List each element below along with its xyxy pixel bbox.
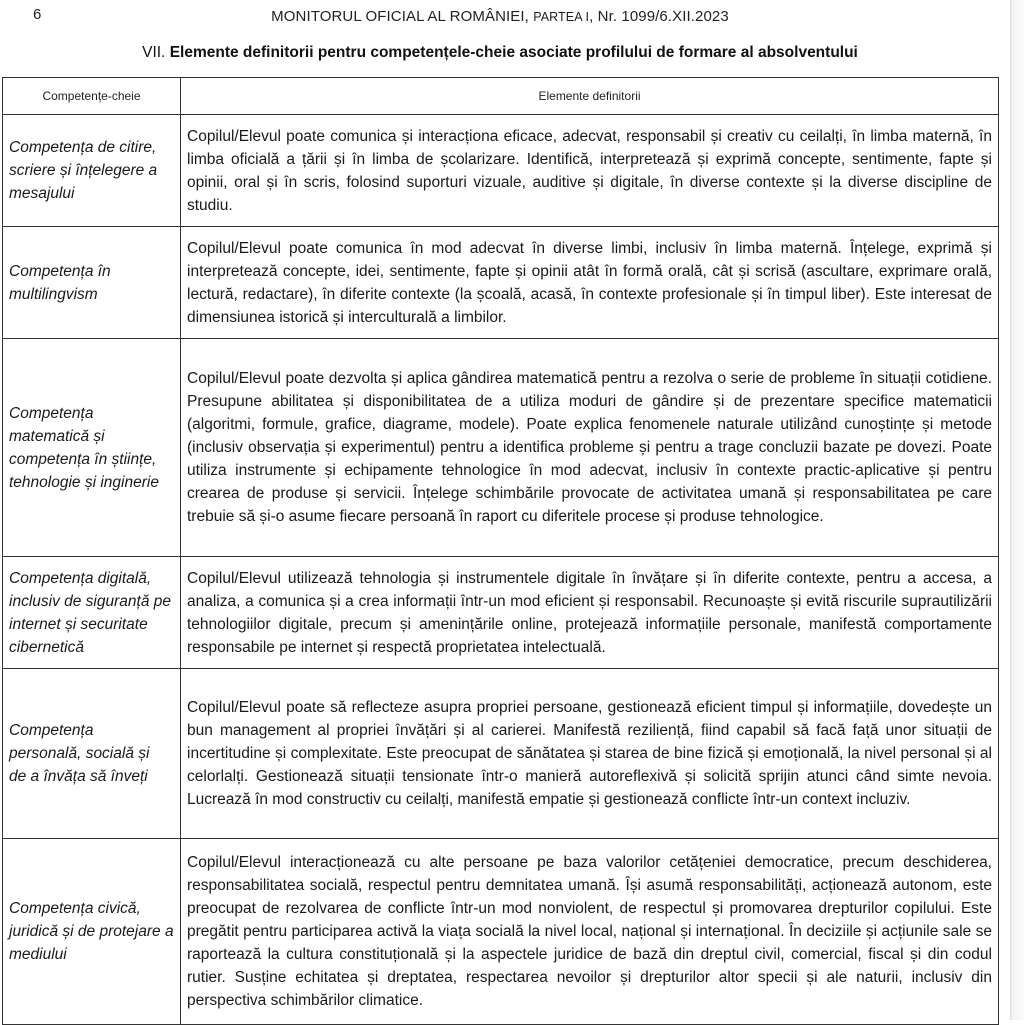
competence-name: Competența digitală, inclusiv de siguranță pe internet și securitate cibernetică: [3, 557, 181, 669]
section-number: VII.: [142, 44, 170, 61]
competence-description: Copilul/Elevul poate dezvolta și aplica gândirea matematică pentru a rezolva o serie de probleme în situații cotidiene. Presupune abilitatea și disponibilitatea de a utiliza moduri de gândire și de prezentare specifice matematicii (algoritmi, formule, grafice, diagrame, modele). Poate explica fenomenele naturale utilizând cunoștințe și metode (inclusiv observația și experimentul) pentru a identifica probleme și pentru a trage concluzii bazate pe dovezi. Poate utiliza instrumente și echipamente tehnologice în mod adecvat, inclusiv în contexte practic-aplicative și pentru crearea de produse și servicii. Înțelege schimbările provocate de activitatea umană și responsabilitatea pe care trebuie să și-o asume fiecare persoană în raport cu diferitele procese și produse tehnologice.: [181, 339, 999, 557]
journal-name: MONITORUL OFICIAL AL ROMÂNIEI,: [271, 8, 534, 25]
journal-part: PARTEA I: [533, 10, 590, 24]
competence-description: Copilul/Elevul poate comunica în mod adecvat în diverse limbi, inclusiv în limba maternă. Înțelege, exprimă și interpretează concepte, idei, sentimente, fapte și opinii atât în formă orală, cât și scrisă (ascultare, exprimare orală, lectură, redactare), în diferite contexte (la școală, acasă, în contexte profesionale și în timpul liber). Este interesat de dimensiunea istorică și interculturală a limbilor.: [181, 227, 999, 339]
table-header-row: [3, 78, 999, 115]
journal-title: [0, 8, 1000, 25]
competence-name: Competența matematică și competența în științe, tehnologie și inginerie: [3, 339, 181, 557]
journal-issue: , Nr. 1099/6.XII.2023: [589, 8, 729, 25]
competence-description: Copilul/Elevul poate comunica și interacționa eficace, adecvat, responsabil și creativ cu ceilalți, în limba maternă, în limba oficială a țării și în limba de școlarizare. Identifică, interpretează și exprimă concepte, sentimente, fapte și opinii, oral și în scris, folosind suporturi vizuale, auditive și digitale, în diverse contexte și la diverse discipline de studiu.: [181, 115, 999, 227]
competence-description: Copilul/Elevul interacționează cu alte persoane pe baza valorilor cetățeniei democratice, precum deschiderea, responsabilitatea socială, respectul pentru demnitatea umană. Își asumă responsabilități, acționează autonom, este preocupat de rezolvarea de conflicte într-un mod nonviolent, de respectul și promovarea drepturilor copilului. Este pregătit pentru participarea activă la viața socială la nivel local, național și internațional. În deciziile și acțiunile sale se raportează la cultura constituțională și la aspectele juridice de bază din dreptul civil, comercial, fiscal și din codul rutier. Susține echitatea și dreptatea, respectarea nevoilor și drepturilor altor specii și ale naturii, inclusiv din perspectiva schimbărilor climatice.: [181, 839, 999, 1025]
competence-name: Competența civică, juridică și de protejare a mediului: [3, 839, 181, 1025]
table-row: [3, 115, 999, 227]
table-row: [3, 669, 999, 839]
competences-table: [2, 77, 999, 1025]
page-number: 6: [33, 6, 42, 23]
competence-description: Copilul/Elevul utilizează tehnologia și instrumentele digitale în învățare și în diferite contexte, pentru a accesa, a analiza, a comunica și a crea informații într-un mod eficient și responsabil. Recunoaște și evită riscurile suprautilizării tehnologiilor digitale, precum și amenințările online, protejează informațiile personale, manifestă comportamente responsabile pe internet și respectă proprietatea intelectuală.: [181, 557, 999, 669]
running-header: [0, 6, 1000, 28]
section-title: [0, 44, 1000, 62]
section-heading: Elemente definitorii pentru competențele-cheie asociate profilului de formare al absolventului: [169, 44, 858, 61]
table-row: [3, 557, 999, 669]
column-header-competences: Competențe-cheie: [3, 78, 181, 115]
table-row: [3, 227, 999, 339]
competence-name: Competența în multilingvism: [3, 227, 181, 339]
page-edge: [1010, 0, 1024, 1020]
competence-name: Competența de citire, scriere și înțelegere a mesajului: [3, 115, 181, 227]
table-row: [3, 339, 999, 557]
competence-name: Competența personală, socială și de a învăța să înveți: [3, 669, 181, 839]
column-header-definitions: Elemente definitorii: [181, 78, 999, 115]
table-row: [3, 839, 999, 1025]
competence-description: Copilul/Elevul poate să reflecteze asupra propriei persoane, gestionează eficient timpul și informațiile, dovedește un bun management al propriei învățări și al carierei. Manifestă reziliență, fiind capabil să facă față unor situații de incertitudine și complexitate. Este preocupat de sănătatea și starea de bine fizică și emoțională, la nivel personal și al celorlalți. Gestionează situații tensionate într-o manieră autoreflexivă și solicită sprijin atunci când simte nevoia. Lucrează în mod constructiv cu ceilalți, manifestă empatie și gestionează conflicte într-un context incluziv.: [181, 669, 999, 839]
